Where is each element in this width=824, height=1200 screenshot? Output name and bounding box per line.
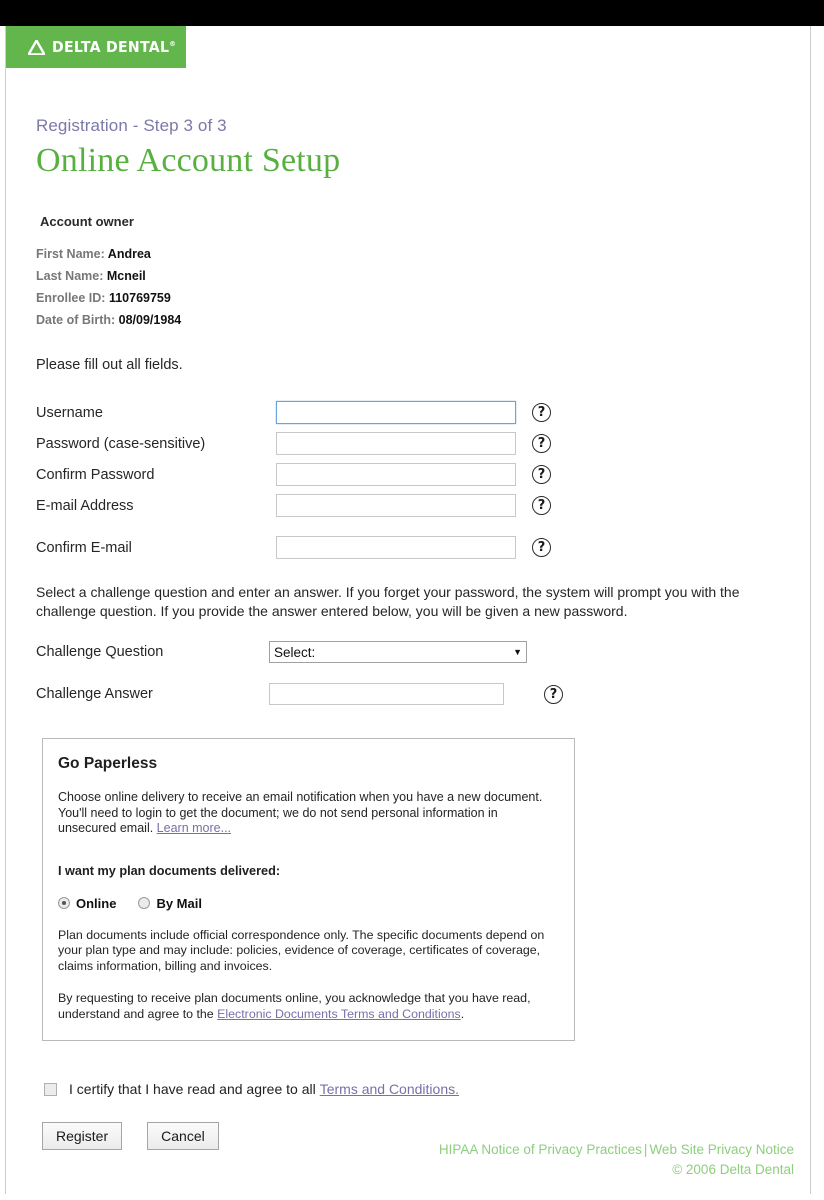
certify-row [44,1081,780,1097]
email-input[interactable] [276,494,516,517]
delta-dental-logo[interactable] [6,26,186,68]
username-label: Username [36,404,103,421]
account-owner-row [36,243,780,265]
registration-form [36,397,780,563]
confirm-password-label: Confirm Password [36,466,155,483]
last-name-label: Last Name: [36,269,104,283]
radio-online[interactable] [58,897,70,909]
logo-wordmark [52,38,176,56]
last-name-value: Mcneil [106,269,146,283]
copyright-text: © 2006 Delta Dental [672,1162,794,1177]
password-label: Password (case-sensitive) [36,435,206,452]
form-row-challenge-question [36,641,780,663]
confirm-email-label: Confirm E-mail [36,539,132,556]
form-row-email [36,490,780,521]
go-paperless-heading: Go Paperless [58,755,158,772]
plan-documents-paragraph: Plan documents include official correspondence only. The specific documents depend on your plan type and may include: policies, evidence of coverage, certificates of coverage, claims information, billing and invoices. [58,927,545,973]
registration-step-label: Registration - Step 3 of 3 [36,116,227,135]
challenge-answer-input[interactable] [269,683,504,705]
confirm-password-help-icon[interactable]: ? [532,465,551,484]
date-of-birth-value: 08/09/1984 [118,313,182,327]
register-button[interactable]: Register [42,1122,122,1150]
page-frame [5,26,811,1194]
form-spacer [36,521,780,532]
challenge-question-label: Challenge Question [36,644,164,660]
footer-separator: | [643,1142,648,1157]
registered-mark-icon: ® [169,40,177,48]
username-help-icon[interactable]: ? [532,403,551,422]
form-row-confirm-password [36,459,780,490]
logo-wordmark-text: DELTA DENTAL [52,38,170,56]
confirm-password-input[interactable] [276,463,516,486]
main-content [6,68,810,1150]
acknowledgement-period: . [460,1006,465,1021]
delivery-prompt: I want my plan documents delivered: [58,863,281,878]
account-owner-row [36,265,780,287]
hipaa-notice-link[interactable]: HIPAA Notice of Privacy Practices [438,1142,642,1157]
challenge-question-select[interactable] [269,641,527,663]
go-paperless-intro-text: Choose online delivery to receive an email notification when you have a new document. You'll need to login to get the document; we do not send personal information in unsecured email. [58,790,543,835]
certify-text: I certify that I have read and agree to all [69,1081,316,1097]
account-owner-details [36,243,780,331]
confirm-email-input[interactable] [276,536,516,559]
acknowledgement-paragraph [58,991,559,1022]
email-label: E-mail Address [36,497,134,514]
form-row-username [36,397,780,428]
challenge-answer-wrap [269,683,563,705]
delta-triangle-icon [28,40,45,55]
password-help-icon[interactable]: ? [532,434,551,453]
page-title: Online Account Setup [36,142,341,179]
form-row-password [36,428,780,459]
challenge-answer-label: Challenge Answer [36,686,153,702]
account-owner-heading: Account owner [40,214,134,229]
radio-by-mail[interactable] [138,897,150,909]
radio-online-label: Online [76,895,117,911]
username-input[interactable] [276,401,516,424]
footer-links [439,1140,794,1160]
chevron-down-icon: ▼ [513,647,522,657]
learn-more-link[interactable]: Learn more... [156,821,232,835]
enrollee-id-label: Enrollee ID: [36,291,106,305]
challenge-instructions: Select a challenge question and enter an answer. If you forget your password, the system will prompt you with the challenge question. If you provide the answer entered below, you will be given a new password. [36,584,740,619]
page-footer [439,1140,794,1180]
confirm-email-help-icon[interactable]: ? [532,538,551,557]
go-paperless-panel [42,738,575,1041]
challenge-question-selected-value: Select: [274,644,316,660]
form-row-confirm-email [36,532,780,563]
delivery-options [58,896,559,911]
form-row-challenge-answer [36,683,780,705]
first-name-value: Andrea [107,247,151,261]
date-of-birth-label: Date of Birth: [36,313,116,327]
account-owner-row [36,309,780,331]
electronic-documents-terms-link[interactable]: Electronic Documents Terms and Conditions [217,1006,461,1021]
email-help-icon[interactable]: ? [532,496,551,515]
first-name-label: First Name: [36,247,105,261]
web-site-privacy-notice-link[interactable]: Web Site Privacy Notice [649,1142,794,1157]
account-owner-row [36,287,780,309]
browser-top-black-bar [0,0,824,26]
acknowledgement-text: By requesting to receive plan documents online, you acknowledge that you have read, understand and agree to the [58,991,531,1021]
certify-checkbox[interactable] [44,1083,57,1096]
enrollee-id-value: 110769759 [108,291,171,305]
fill-all-fields-note: Please fill out all fields. [36,357,183,373]
challenge-answer-help-icon[interactable]: ? [544,685,563,704]
terms-and-conditions-link[interactable]: Terms and Conditions. [319,1081,459,1097]
radio-by-mail-label: By Mail [156,895,202,911]
cancel-button[interactable]: Cancel [147,1122,219,1150]
password-input[interactable] [276,432,516,455]
go-paperless-intro [58,790,559,837]
